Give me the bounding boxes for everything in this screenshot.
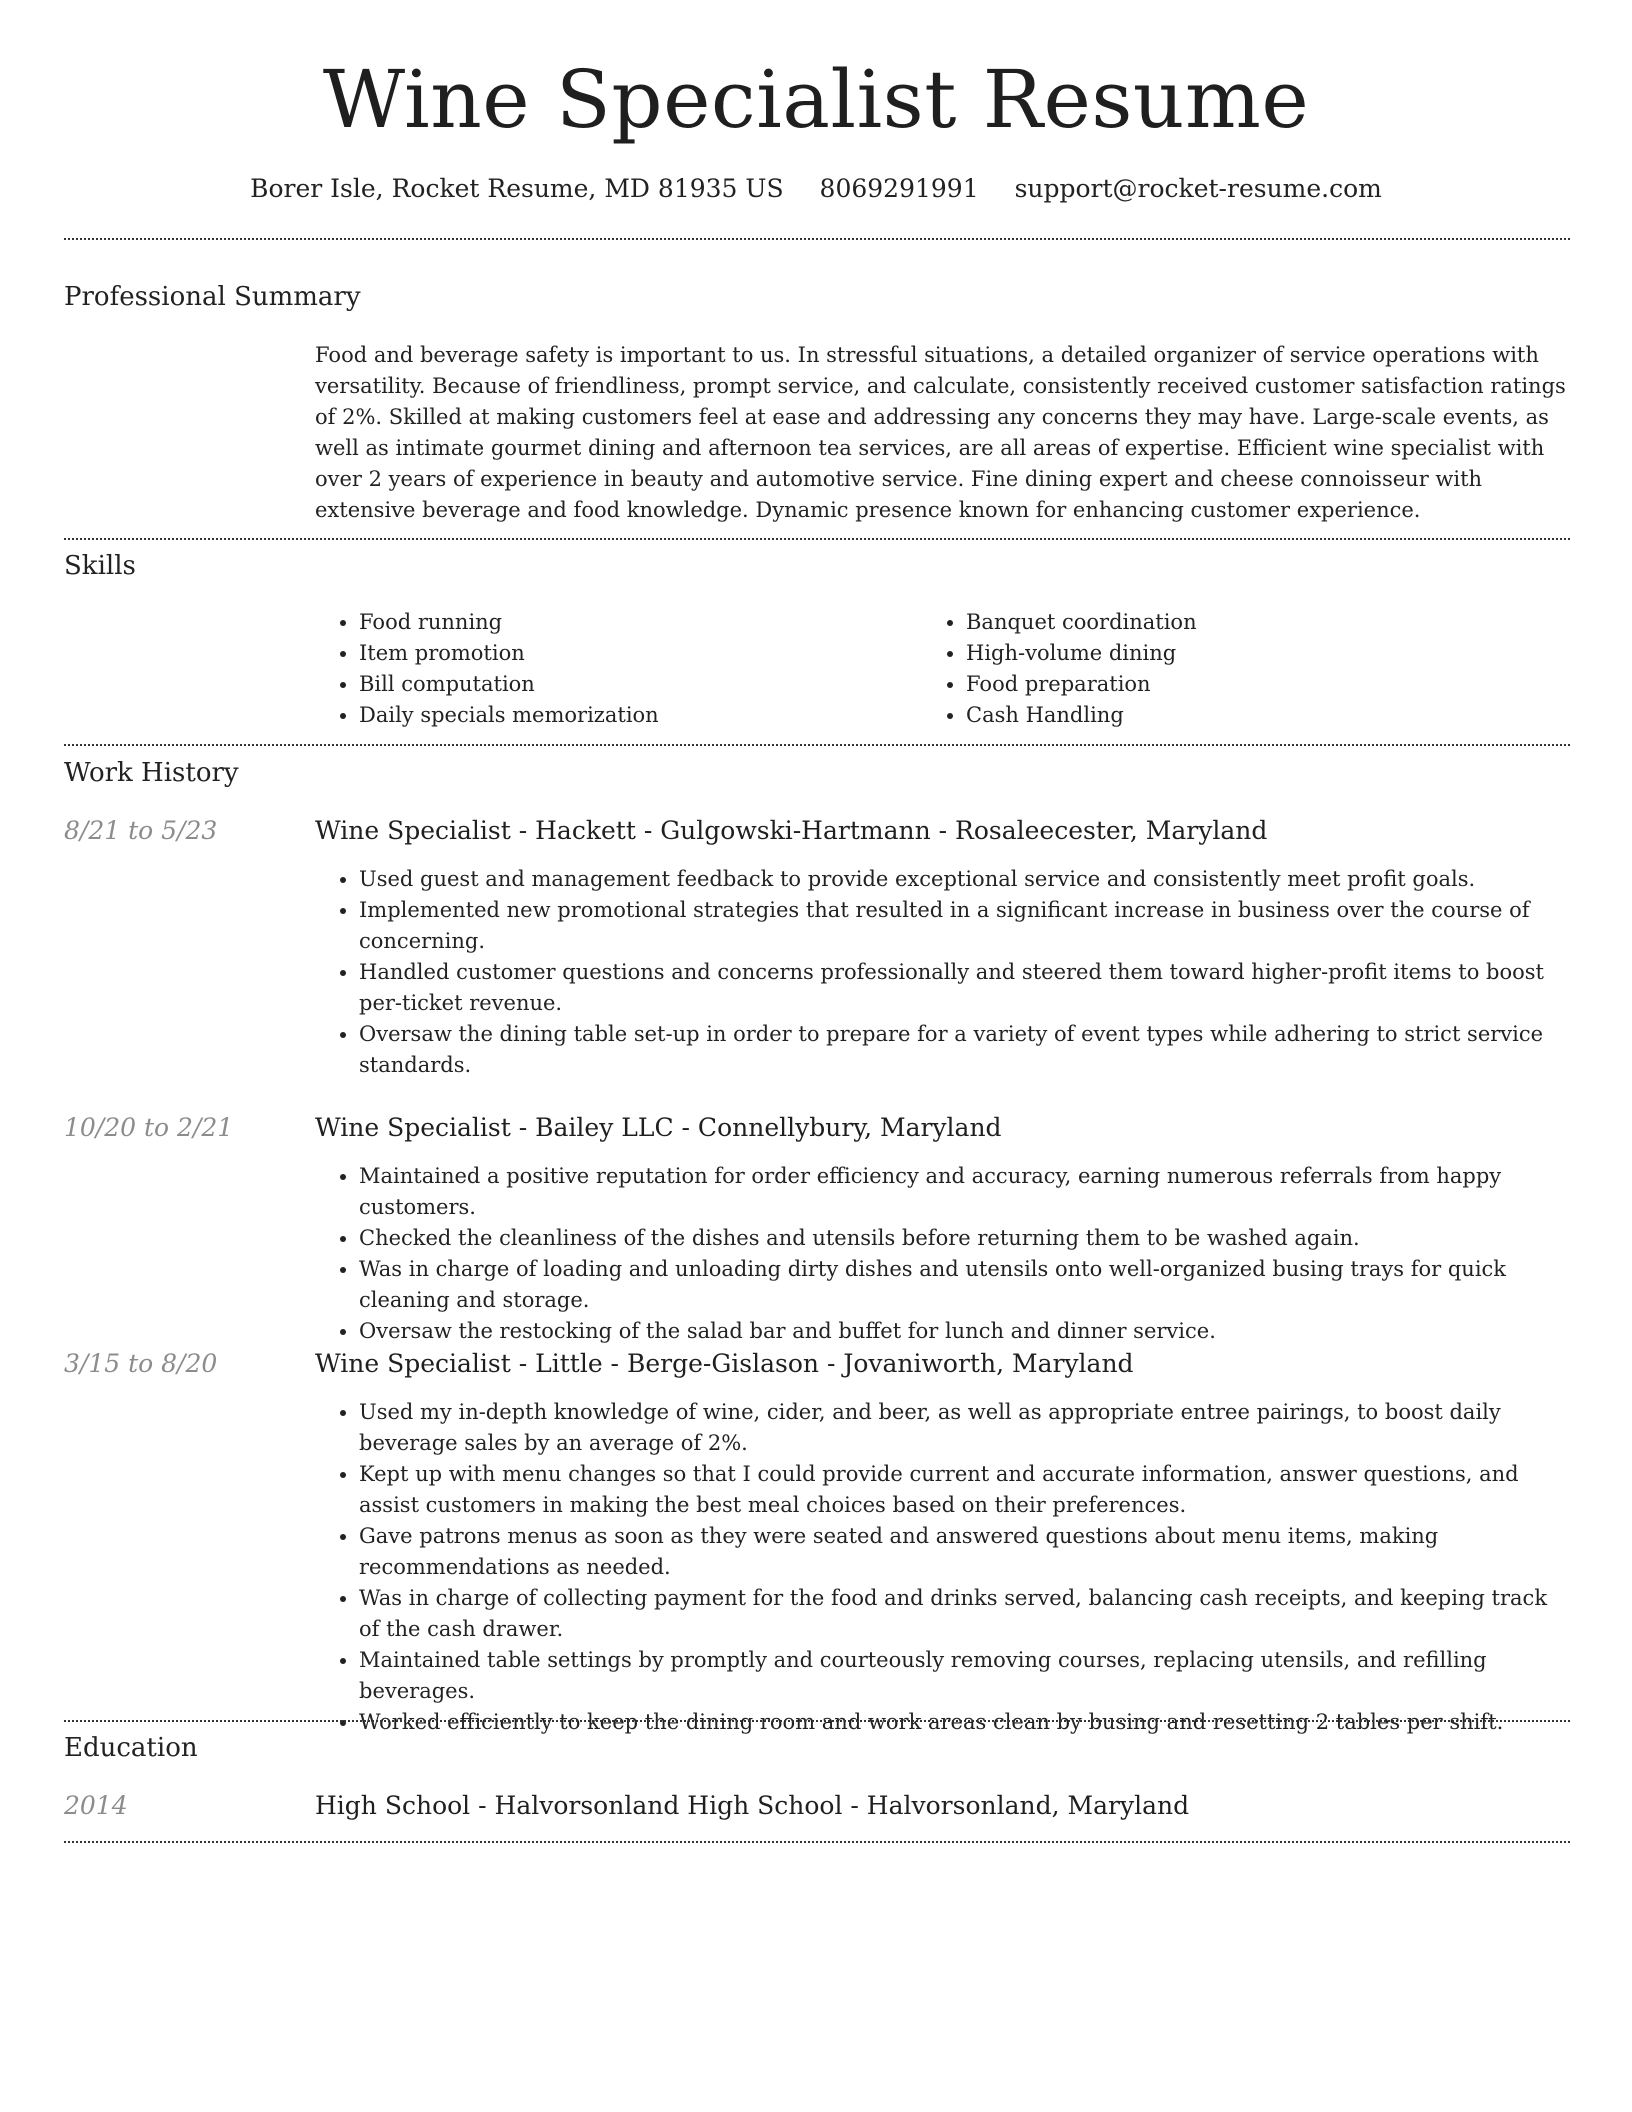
list-item: • Used my in-depth knowledge of wine, cider, and beer, as well as appropriate entree pairings, to boost daily beverage sales by an average of 2%. xyxy=(359,1397,1571,1459)
skill-item: • Banquet coordination xyxy=(966,607,1566,638)
skill-item: • High-volume dining xyxy=(966,638,1566,669)
list-item: • Used guest and management feedback to provide exceptional service and consistently meet profit goals. xyxy=(359,864,1571,895)
job-title: Wine Specialist - Little - Berge-Gislason - Jovaniworth, Maryland xyxy=(315,1349,1134,1378)
list-item: • Handled customer questions and concerns professionally and steered them toward higher-profit items to boost per-ticket revenue. xyxy=(359,957,1571,1019)
job-dates: 3/15 to 8/20 xyxy=(64,1349,218,1378)
contact-phone: 8069291991 xyxy=(819,174,979,203)
skill-item: • Cash Handling xyxy=(966,700,1566,731)
skill-item: • Daily specials memorization xyxy=(359,700,919,731)
skill-item: • Item promotion xyxy=(359,638,919,669)
page-title: Wine Specialist Resume xyxy=(322,53,1310,146)
list-item: • Implemented new promotional strategies that resulted in a significant increase in business over the course of concerning. xyxy=(359,895,1571,957)
contact-line xyxy=(0,172,1632,206)
job-bullets xyxy=(315,1161,1571,1347)
section-heading-work: Work History xyxy=(64,758,239,788)
skill-item: • Food preparation xyxy=(966,669,1566,700)
job-bullets xyxy=(315,864,1571,1081)
list-item: • Gave patrons menus as soon as they were seated and answered questions about menu items, making recommendations as needed. xyxy=(359,1521,1571,1583)
job-dates: 10/20 to 2/21 xyxy=(64,1113,234,1142)
skill-item: • Food running xyxy=(359,607,919,638)
list-item: • Kept up with menu changes so that I could provide current and accurate information, answer questions, and assist customers in making the best meal choices based on their preferences. xyxy=(359,1459,1571,1521)
summary-text: Food and beverage safety is important to us. In stressful situations, a detailed organizer of service operations with versatility. Because of friendliness, prompt service, and calculate, consistently received customer satisfaction ratings of 2%. Skilled at making customers feel at ease and addressing any concerns they may have. Large-scale events, as well as intimate gourmet dining and afternoon tea services, are all areas of expertise. Efficient wine specialist with over 2 years of experience in beauty and automotive service. Fine dining expert and cheese connoisseur with extensive beverage and food knowledge. Dynamic presence known for enhancing customer experience. xyxy=(315,343,1566,522)
job-title: Wine Specialist - Hackett - Gulgowski-Hartmann - Rosaleecester, Maryland xyxy=(315,816,1268,845)
divider xyxy=(64,744,1570,746)
skills-list-right xyxy=(922,607,1566,731)
list-item: • Worked efficiently to keep the dining room and work areas clean by busing and resetting 2 tables per shift. xyxy=(359,1707,1571,1738)
list-item: • Oversaw the restocking of the salad bar and buffet for lunch and dinner service. xyxy=(359,1316,1571,1347)
divider xyxy=(64,538,1570,540)
job-dates: 8/21 to 5/23 xyxy=(64,816,218,845)
divider xyxy=(64,1841,1570,1843)
list-item: • Was in charge of loading and unloading dirty dishes and utensils onto well-organized busing trays for quick cleaning and storage. xyxy=(359,1254,1571,1316)
section-heading-education: Education xyxy=(64,1733,198,1763)
skills-list-left xyxy=(315,607,919,731)
list-item: • Maintained a positive reputation for order efficiency and accuracy, earning numerous referrals from happy customers. xyxy=(359,1161,1571,1223)
section-heading-summary: Professional Summary xyxy=(64,282,361,312)
skill-item: • Bill computation xyxy=(359,669,919,700)
list-item: • Oversaw the dining table set-up in order to prepare for a variety of event types while adhering to strict service standards. xyxy=(359,1019,1571,1081)
job-bullets xyxy=(315,1397,1571,1738)
list-item: • Maintained table settings by promptly and courteously removing courses, replacing utensils, and refilling beverages. xyxy=(359,1645,1571,1707)
divider xyxy=(64,238,1570,240)
list-item: • Checked the cleanliness of the dishes and utensils before returning them to be washed again. xyxy=(359,1223,1571,1254)
education-year: 2014 xyxy=(64,1791,128,1820)
job-title: Wine Specialist - Bailey LLC - Connellybury, Maryland xyxy=(315,1113,1002,1142)
section-heading-skills: Skills xyxy=(64,551,136,581)
contact-email: support@rocket-resume.com xyxy=(1014,174,1382,203)
list-item: • Was in charge of collecting payment for the food and drinks served, balancing cash receipts, and keeping track of the cash drawer. xyxy=(359,1583,1571,1645)
contact-address: Borer Isle, Rocket Resume, MD 81935 US xyxy=(250,174,784,203)
education-entry: High School - Halvorsonland High School - Halvorsonland, Maryland xyxy=(315,1791,1190,1820)
divider xyxy=(64,1720,1570,1722)
